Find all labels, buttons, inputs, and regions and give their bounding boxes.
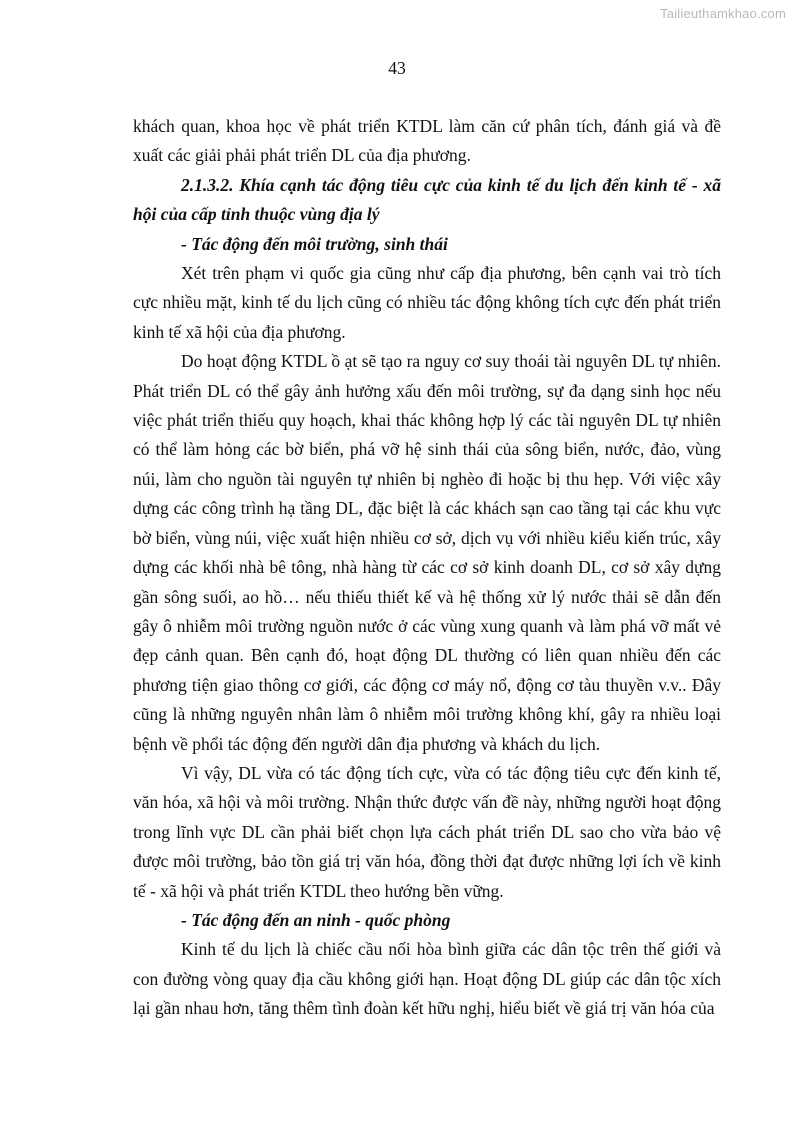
page-number: 43 bbox=[388, 58, 406, 78]
document-body bbox=[133, 112, 721, 1024]
subheading-environment: - Tác động đến môi trường, sinh thái bbox=[181, 233, 448, 254]
subheading-security-defense: - Tác động đến an ninh - quốc phòng bbox=[181, 909, 451, 930]
paragraph-continuation: khách quan, khoa học về phát triển KTDL làm căn cứ phân tích, đánh giá và đề xuất các giải phải phát triển DL của địa phương. bbox=[133, 116, 721, 166]
paragraph: Vì vậy, DL vừa có tác động tích cực, vừa có tác động tiêu cực đến kinh tế, văn hóa, xã hội và môi trường. Nhận thức được vấn đề này, những người hoạt động trong lĩnh vực DL cần phải biết chọn lựa cách phát triển DL sao cho vừa bảo vệ được môi trường, bảo tồn giá trị văn hóa, đồng thời đạt được những lợi ích về kinh tế - xã hội và phát triển KTDL theo hướng bền vững. bbox=[133, 762, 721, 901]
paragraph: Do hoạt động KTDL ồ ạt sẽ tạo ra nguy cơ suy thoái tài nguyên DL tự nhiên. Phát triển DL có thể gây ảnh hưởng xấu đến môi trường, sự đa dạng sinh học nếu việc phát triển thiếu quy hoạch, khai thác không hợp lý các tài nguyên DL tự nhiên có thể làm hỏng các bờ biển, phá vỡ hệ sinh thái của sông biển, nước, đảo, vùng núi, làm cho nguồn tài nguyên tự nhiên bị nghèo đi hoặc bị thu hẹp. Với việc xây dựng các công trình hạ tầng DL, đặc biệt là các khách sạn cao tầng tại các khu vực bờ biển, vùng núi, việc xuất hiện nhiều cơ sở, dịch vụ với nhiều kiểu kiến trúc, xây dựng các khối nhà bê tông, nhà hàng từ các cơ sở kinh doanh DL, cơ sở xây dựng gần sông suối, ao hồ… nếu thiếu thiết kế và hệ thống xử lý nước thải sẽ dẫn đến gây ô nhiễm môi trường nguồn nước ở các vùng xung quanh và làm phá vỡ mất vẻ đẹp cảnh quan. Bên cạnh đó, hoạt động DL thường có liên quan nhiều đến các phương tiện giao thông cơ giới, các động cơ máy nổ, động cơ tàu thuyền v.v.. Đây cũng là những nguyên nhân làm ô nhiễm môi trường không khí, gây ra nhiều loại bệnh về phổi tác động đến người dân địa phương và khách du lịch. bbox=[133, 351, 721, 754]
watermark: Tailieuthamkhao.com bbox=[660, 6, 786, 21]
paragraph: Xét trên phạm vi quốc gia cũng như cấp địa phương, bên cạnh vai trò tích cực nhiều mặt, kinh tế du lịch cũng có nhiều tác động không tích cực đến phát triển kinh tế xã hội của địa phương. bbox=[133, 263, 721, 342]
section-heading: 2.1.3.2. Khía cạnh tác động tiêu cực của kinh tế du lịch đến kinh tế - xã hội của cấp tỉnh thuộc vùng địa lý bbox=[133, 174, 721, 225]
paragraph: Kinh tế du lịch là chiếc cầu nối hòa bình giữa các dân tộc trên thế giới và con đường vòng quay địa cầu không giới hạn. Hoạt động DL giúp các dân tộc xích lại gần nhau hơn, tăng thêm tình đoàn kết hữu nghị, hiểu biết về giá trị văn hóa của bbox=[133, 939, 721, 1019]
